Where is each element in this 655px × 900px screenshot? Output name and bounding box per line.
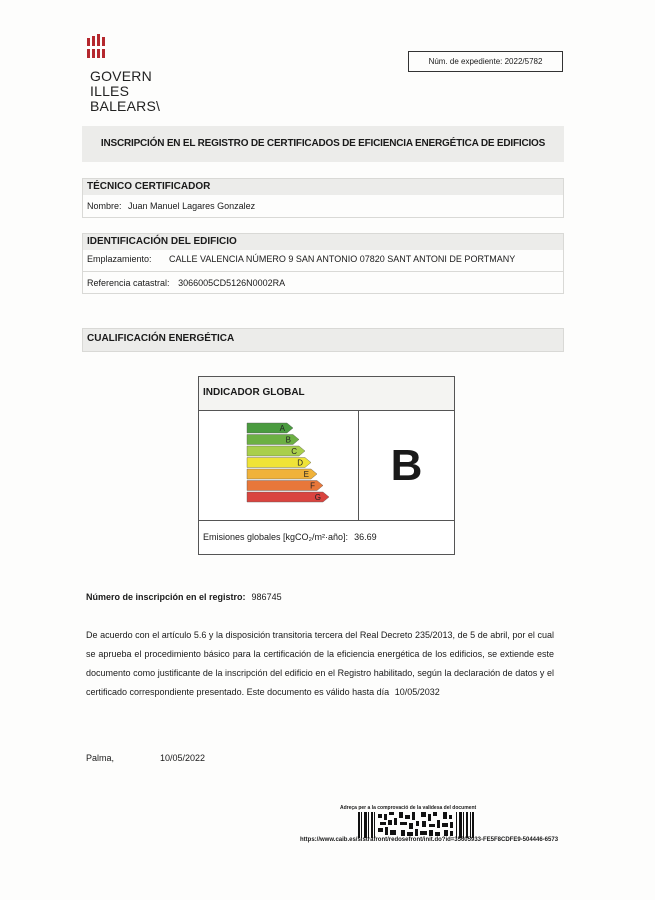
- rating-bar-e: [247, 469, 317, 479]
- indicador-heading: INDICADOR GLOBAL: [199, 377, 454, 411]
- govern-logo: [86, 34, 106, 60]
- emissions-label: Emisiones globales [kgCO₂/m²·año]:: [203, 532, 349, 542]
- tecnico-name-row: [83, 195, 563, 217]
- verification-label: Adreça per a la comprovació de la validesa del document: [340, 805, 477, 811]
- rating-bar-f: [247, 481, 323, 491]
- verification-url: https://www.caib.es/sistrafront/redosefront/init.do?id=35605933-FE5F8CDFE9-504446-6573: [300, 837, 559, 843]
- calificacion-section: [82, 328, 564, 352]
- logo-line-1: GOVERN: [90, 68, 152, 84]
- indicador-global-box: [198, 376, 455, 555]
- logo-line-2: ILLES: [90, 83, 130, 99]
- rating-letter-a: A: [279, 424, 285, 433]
- rating-bar-g: [247, 492, 329, 502]
- tecnico-heading: TÉCNICO CERTIFICADOR: [83, 179, 563, 195]
- registro-number: [86, 592, 282, 602]
- emissions-value: 36.69: [354, 532, 377, 542]
- edificio-cadastral-row: [83, 272, 563, 293]
- govern-logo-text: [90, 69, 160, 114]
- tecnico-name-value: Juan Manuel Lagares Gonzalez: [128, 201, 256, 211]
- rating-letter-g: G: [314, 493, 321, 502]
- edificio-cadastral-value: 3066005CD5126N0002RA: [178, 278, 286, 288]
- tecnico-section: [82, 178, 564, 218]
- energy-rating-scale: [199, 411, 358, 520]
- logo-line-3: BALEARS\: [90, 98, 161, 114]
- edificio-heading: IDENTIFICACIÓN DEL EDIFICIO: [83, 234, 563, 250]
- tecnico-name-label: Nombre:: [87, 201, 122, 211]
- edificio-section: [82, 233, 564, 294]
- rating-letter-b: B: [285, 435, 291, 445]
- legal-paragraph-text: De acuerdo con el artículo 5.6 y la disposición transitoria tercera del Real Decreto 235/2013, de 5 de abril, por el cual se aprueba el procedimiento básico para la certificación de la eficiencia energética de los edificios, se extiende este documento como justificante de la inscripción del edificio en el Registro habilitado, según la declaración de datos y el certificado correspondiente presentado. Este documento es válido hasta día: [86, 630, 554, 697]
- grade-panel: [359, 411, 454, 520]
- rating-bar-d: [247, 458, 311, 468]
- rating-letter-e: E: [303, 470, 309, 479]
- rating-letter-c: C: [291, 447, 297, 456]
- valid-until-date: 10/05/2032: [394, 687, 440, 697]
- edificio-address-value: CALLE VALENCIA NÚMERO 9 SAN ANTONIO 07820 SANT ANTONI DE PORTMANY: [169, 254, 516, 264]
- verification-barcode-icon: [358, 812, 474, 838]
- govern-emblem-icon: [86, 34, 106, 60]
- registro-label: Número de inscripción en el registro:: [86, 592, 246, 602]
- energy-scale-panel: [199, 411, 359, 520]
- rating-letter-f: F: [310, 481, 315, 491]
- registro-value: 986745: [251, 592, 282, 602]
- rating-bar-a: [247, 423, 293, 433]
- document-title: INSCRIPCIÓN EN EL REGISTRO DE CERTIFICADOS DE EFICIENCIA ENERGÉTICA DE EDIFICIOS: [82, 126, 564, 162]
- rating-letter-d: D: [297, 458, 303, 468]
- legal-paragraph: [86, 626, 554, 702]
- expediente-number: Núm. de expediente: 2022/5782: [408, 51, 563, 72]
- edificio-address-label: Emplazamiento:: [87, 254, 152, 264]
- emissions-row: [199, 520, 454, 554]
- edificio-cadastral-label: Referencia catastral:: [87, 278, 170, 288]
- rating-bar-c: [247, 446, 305, 456]
- energy-grade: B: [390, 441, 423, 490]
- issue-date: 10/05/2022: [160, 753, 206, 763]
- logo-slash-icon: \: [156, 98, 161, 114]
- rating-bar-b: [247, 435, 299, 445]
- issue-place: Palma,: [86, 753, 115, 763]
- indicador-body: [199, 411, 454, 520]
- edificio-address-row: [83, 250, 563, 272]
- calificacion-heading: CUALIFICACIÓN ENERGÉTICA: [83, 329, 563, 351]
